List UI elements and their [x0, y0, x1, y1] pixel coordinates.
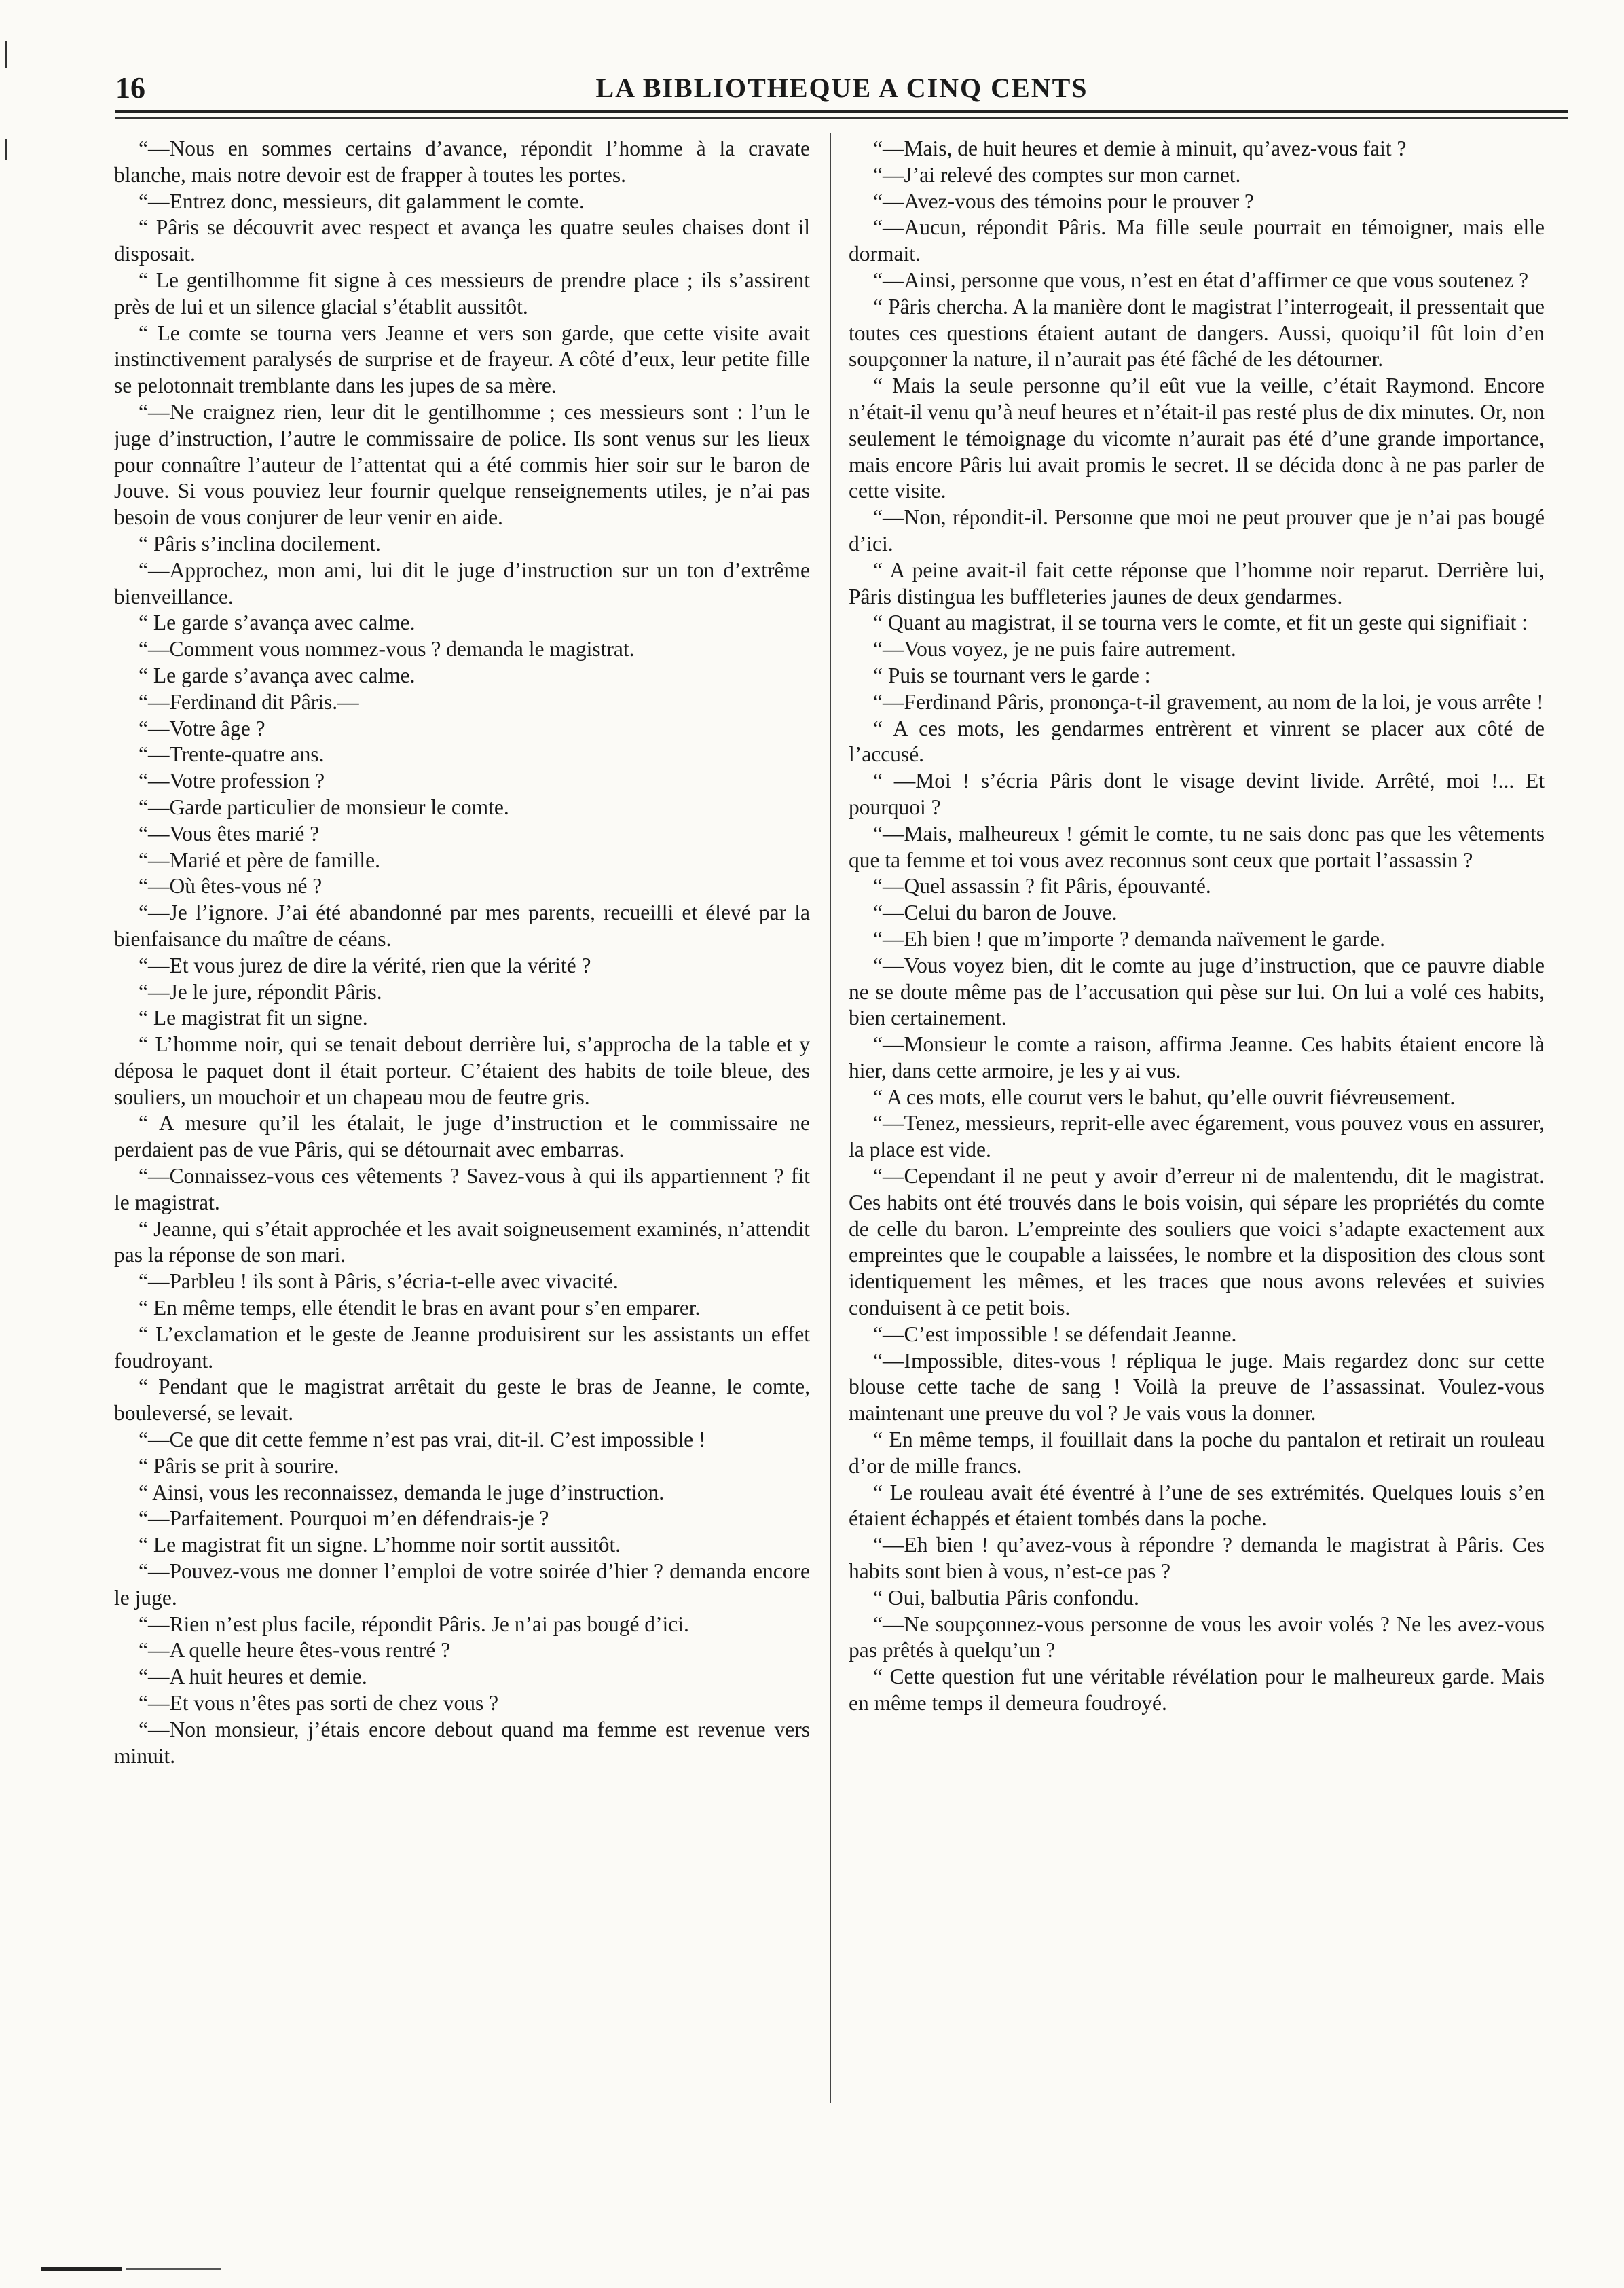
- paragraph: “—Quel assassin ? fit Pâris, épouvanté.: [873, 874, 1211, 898]
- paragraph: “—Eh bien ! que m’importe ? demanda naïvement le garde.: [873, 926, 1385, 951]
- paragraph: “—Trente-quatre ans.: [139, 742, 325, 767]
- footer-scan-mark: [41, 2267, 122, 2271]
- paragraph: “—Garde particulier de monsieur le comte.: [139, 795, 509, 819]
- paragraph: “—Ferdinand Pâris, prononça-t-il gravement, au nom de la loi, je vous arrête !: [873, 689, 1544, 714]
- paragraph: “ En même temps, il fouillait dans la poche du pantalon et retirait un rouleau d’or de mille francs.: [849, 1428, 1545, 1478]
- paragraph: “—Parbleu ! ils sont à Pâris, s’écria-t-elle avec vivacité.: [139, 1269, 619, 1294]
- scan-edge-mark: [5, 139, 7, 160]
- paragraph: “ A mesure qu’il les étalait, le juge d’instruction et le commissaire ne perdaient pas de vue Pâris, qui se détournait avec embarras.: [114, 1111, 810, 1162]
- paragraph: “ A ces mots, les gendarmes entrèrent et vinrent se placer aux côté de l’accusé.: [849, 716, 1545, 767]
- paragraph: “ Ainsi, vous les reconnaissez, demanda le juge d’instruction.: [139, 1480, 665, 1504]
- paragraph: “—Et vous jurez de dire la vérité, rien que la vérité ?: [139, 953, 591, 977]
- paragraph: “—Non monsieur, j’étais encore debout quand ma femme est revenue vers minuit.: [114, 1717, 810, 1768]
- paragraph: “—Ferdinand dit Pâris.—: [139, 689, 359, 714]
- paragraph: “—Monsieur le comte a raison, affirma Jeanne. Ces habits étaient encore là hier, dans cette armoire, je les y ai vus.: [849, 1032, 1545, 1083]
- left-text-column: [114, 136, 810, 2119]
- paragraph: “—A huit heures et demie.: [139, 1665, 367, 1689]
- paragraph: “ Le garde s’avança avec calme.: [139, 611, 416, 635]
- paragraph: “—Pouvez-vous me donner l’emploi de votre soirée d’hier ? demanda encore le juge.: [114, 1559, 810, 1610]
- paragraph: “—Ne soupçonnez-vous personne de vous les avoir volés ? Ne les avez-vous pas prêtés à quelqu’un ?: [849, 1612, 1545, 1663]
- paragraph: “ Pâris s’inclina docilement.: [139, 531, 381, 556]
- running-title: LA BIBLIOTHEQUE A CINQ CENTS: [595, 73, 1088, 103]
- paragraph: “—Tenez, messieurs, reprit-elle avec égarement, vous pouvez vous en assurer, la place est vide.: [849, 1111, 1545, 1162]
- paragraph: “—Je l’ignore. J’ai été abandonné par mes parents, recueilli et élevé par la bienfaisance du maître de céans.: [114, 901, 810, 951]
- paragraph: “—Aucun, répondit Pâris. Ma fille seule pourrait en témoigner, mais elle dormait.: [849, 215, 1545, 266]
- paragraph: “—Entrez donc, messieurs, dit galamment le comte.: [139, 189, 585, 213]
- paragraph: “—Rien n’est plus facile, répondit Pâris. Je n’ai pas bougé d’ici.: [139, 1612, 689, 1636]
- paragraph: “—Ce que dit cette femme n’est pas vrai, dit-il. C’est impossible !: [139, 1428, 706, 1452]
- paragraph: “ A ces mots, elle courut vers le bahut, qu’elle ouvrit fiévreusement.: [873, 1085, 1456, 1109]
- paragraph: “—Celui du baron de Jouve.: [873, 901, 1118, 925]
- paragraph: “—Eh bien ! qu’avez-vous à répondre ? demanda le magistrat à Pâris. Ces habits sont bien à vous, n’est-ce pas ?: [849, 1533, 1545, 1584]
- paragraph: “—Impossible, dites-vous ! répliqua le juge. Mais regardez donc sur cette blouse cette tache de sang ! Voilà la preuve de l’assassinat. Voulez-vous maintenant une preuve du vol ? Je vais vous la donner.: [849, 1348, 1545, 1426]
- paragraph: “—Ne craignez rien, leur dit le gentilhomme ; ces messieurs sont : l’un le juge d’instruction, l’autre le commissaire de police. Ils sont venus sur les lieux pour connaître l’auteur de l’attentat qui a été commis hier soir sur le baron de Jouve. Si vous pouviez leur fournir quelque renseignements utiles, je n’ai pas besoin de vous conjurer de leur venir en aide.: [114, 399, 810, 530]
- paragraph: “—Parfaitement. Pourquoi m’en défendrais-je ?: [139, 1506, 549, 1531]
- right-text-column: [849, 136, 1545, 2119]
- paragraph: “ Le rouleau avait été éventré à l’une de ses extrémités. Quelques louis s’en étaient échappés et étaient tombés dans la poche.: [849, 1480, 1545, 1531]
- paragraph: “ Le gentilhomme fit signe à ces messieurs de prendre place ; ils s’assirent près de lui et un silence glacial s’établit aussitôt.: [114, 268, 810, 319]
- paragraph: “—Connaissez-vous ces vêtements ? Savez-vous à qui ils appartiennent ? fit le magistrat.: [114, 1164, 810, 1214]
- paragraph: “—Avez-vous des témoins pour le prouver ?: [873, 189, 1255, 213]
- paragraph: “—Marié et père de famille.: [139, 848, 380, 872]
- paragraph: “ Mais la seule personne qu’il eût vue la veille, c’était Raymond. Encore n’était-il venu qu’à neuf heures et n’était-il pas resté plus de dix minutes. Or, non seulement le témoignage du vicomte n’aurait pas été d’une grande importance, mais encore Pâris lui avait promis le secret. Il se décida donc à ne pas parler de cette visite.: [849, 374, 1545, 503]
- paragraph: “ A peine avait-il fait cette réponse que l’homme noir reparut. Derrière lui, Pâris distingua les buffleteries jaunes de deux gendarmes.: [849, 558, 1545, 609]
- paragraph: “—Vous voyez bien, dit le comte au juge d’instruction, que ce pauvre diable ne se doute même pas de l’accusation qui pèse sur lui. On lui a volé ces habits, bien certainement.: [849, 953, 1545, 1030]
- paragraph: “ Puis se tournant vers le garde :: [873, 663, 1151, 687]
- paragraph: “—Non, répondit-il. Personne que moi ne peut prouver que je n’ai pas bougé d’ici.: [849, 505, 1545, 556]
- paragraph: “—Mais, de huit heures et demie à minuit, qu’avez-vous fait ?: [873, 137, 1407, 160]
- paragraph: “—Où êtes-vous né ?: [139, 874, 322, 898]
- paragraph: “—Nous en sommes certains d’avance, répondit l’homme à la cravate blanche, mais notre devoir est de frapper à toutes les portes.: [114, 137, 810, 187]
- paragraph: “ Pâris se prit à sourire.: [139, 1453, 339, 1478]
- paragraph: “ —Moi ! s’écria Pâris dont le visage devint livide. Arrêté, moi !... Et pourquoi ?: [849, 769, 1545, 819]
- paragraph: “—Ainsi, personne que vous, n’est en état d’affirmer ce que vous soutenez ?: [873, 268, 1529, 292]
- paragraph: “—Mais, malheureux ! gémit le comte, tu ne sais donc pas que les vêtements que ta femme et toi vous avez reconnus sont ceux que portait l’assassin ?: [849, 821, 1545, 872]
- paragraph: “ Pâris chercha. A la manière dont le magistrat l’interrogeait, il pressentait que toutes ces questions étaient autant de dangers. Aussi, quoiqu’il fût loin d’en soupçonner la nature, il n’aurait pas été fâché de les détourner.: [849, 294, 1545, 371]
- paragraph: “ En même temps, elle étendit le bras en avant pour s’en emparer.: [139, 1296, 701, 1320]
- paragraph: “ Le comte se tourna vers Jeanne et vers son garde, que cette visite avait instinctivement paralysés de surprise et de frayeur. A côté d’eux, leur petite fille se pelotonnait tremblante dans les jupes de sa mère.: [114, 321, 810, 398]
- paragraph: “—A quelle heure êtes-vous rentré ?: [139, 1638, 451, 1663]
- paragraph: “—Vous voyez, je ne puis faire autrement.: [873, 637, 1236, 661]
- paragraph: “ L’homme noir, qui se tenait debout derrière lui, s’approcha de la table et y déposa le paquet dont il était porteur. C’étaient des habits de toile bleue, des souliers, un mouchoir et un chapeau mou de feutre gris.: [114, 1032, 810, 1109]
- paragraph: “ L’exclamation et le geste de Jeanne produisirent sur les assistants un effet foudroyant.: [114, 1322, 810, 1373]
- paragraph: “—Vous êtes marié ?: [139, 821, 320, 846]
- paragraph: “—Votre profession ?: [139, 769, 325, 793]
- paragraph: “ Quant au magistrat, il se tourna vers le comte, et fit un geste qui signifiait :: [873, 611, 1528, 635]
- paragraph: “ Jeanne, qui s’était approchée et les avait soigneusement examinés, n’attendit pas la réponse de son mari.: [114, 1216, 810, 1267]
- footer-scan-mark: [126, 2268, 221, 2270]
- paragraph: “ Oui, balbutia Pâris confondu.: [873, 1585, 1139, 1610]
- paragraph: “—Comment vous nommez-vous ? demanda le magistrat.: [139, 637, 635, 661]
- paragraph: “—J’ai relevé des comptes sur mon carnet.: [873, 162, 1241, 187]
- page-header: [115, 68, 1568, 109]
- page-number: 16: [115, 71, 145, 105]
- paragraph: “—C’est impossible ! se défendait Jeanne.: [873, 1322, 1237, 1346]
- paragraph: “ Le garde s’avança avec calme.: [139, 663, 416, 687]
- scan-edge-mark: [5, 41, 7, 68]
- paragraph: “ Cette question fut une véritable révélation pour le malheureux garde. Mais en même temps il demeura foudroyé.: [849, 1665, 1545, 1715]
- header-rule-thick: [115, 110, 1568, 113]
- paragraph: “—Cependant il ne peut y avoir d’erreur ni de malentendu, dit le magistrat. Ces habits ont été trouvés dans le bois voisin, qui sépare les propriétés du comte de celle du baron. L’empreinte des souliers que voici s’adapte exactement aux empreintes que le coupable a laissées, le nombre et la disposition des clous sont identiquement les mêmes, et les traces que nous avons relevées et suivies conduisent à ce petit bois.: [849, 1164, 1545, 1320]
- paragraph: “—Et vous n’êtes pas sorti de chez vous ?: [139, 1691, 499, 1715]
- paragraph: “—Approchez, mon ami, lui dit le juge d’instruction sur un ton d’extrême bienveillance.: [114, 558, 810, 609]
- paragraph: “ Pâris se découvrit avec respect et avança les quatre seules chaises dont il disposait.: [114, 215, 810, 266]
- paragraph: “—Votre âge ?: [139, 716, 265, 740]
- paragraph: “—Je le jure, répondit Pâris.: [139, 979, 382, 1004]
- paragraph: “ Le magistrat fit un signe. L’homme noir sortit aussitôt.: [139, 1533, 621, 1557]
- paragraph: “ Le magistrat fit un signe.: [139, 1006, 368, 1030]
- header-rule-thin: [115, 117, 1568, 119]
- column-divider: [830, 133, 831, 2103]
- paragraph: “ Pendant que le magistrat arrêtait du geste le bras de Jeanne, le comte, bouleversé, se levait.: [114, 1375, 810, 1426]
